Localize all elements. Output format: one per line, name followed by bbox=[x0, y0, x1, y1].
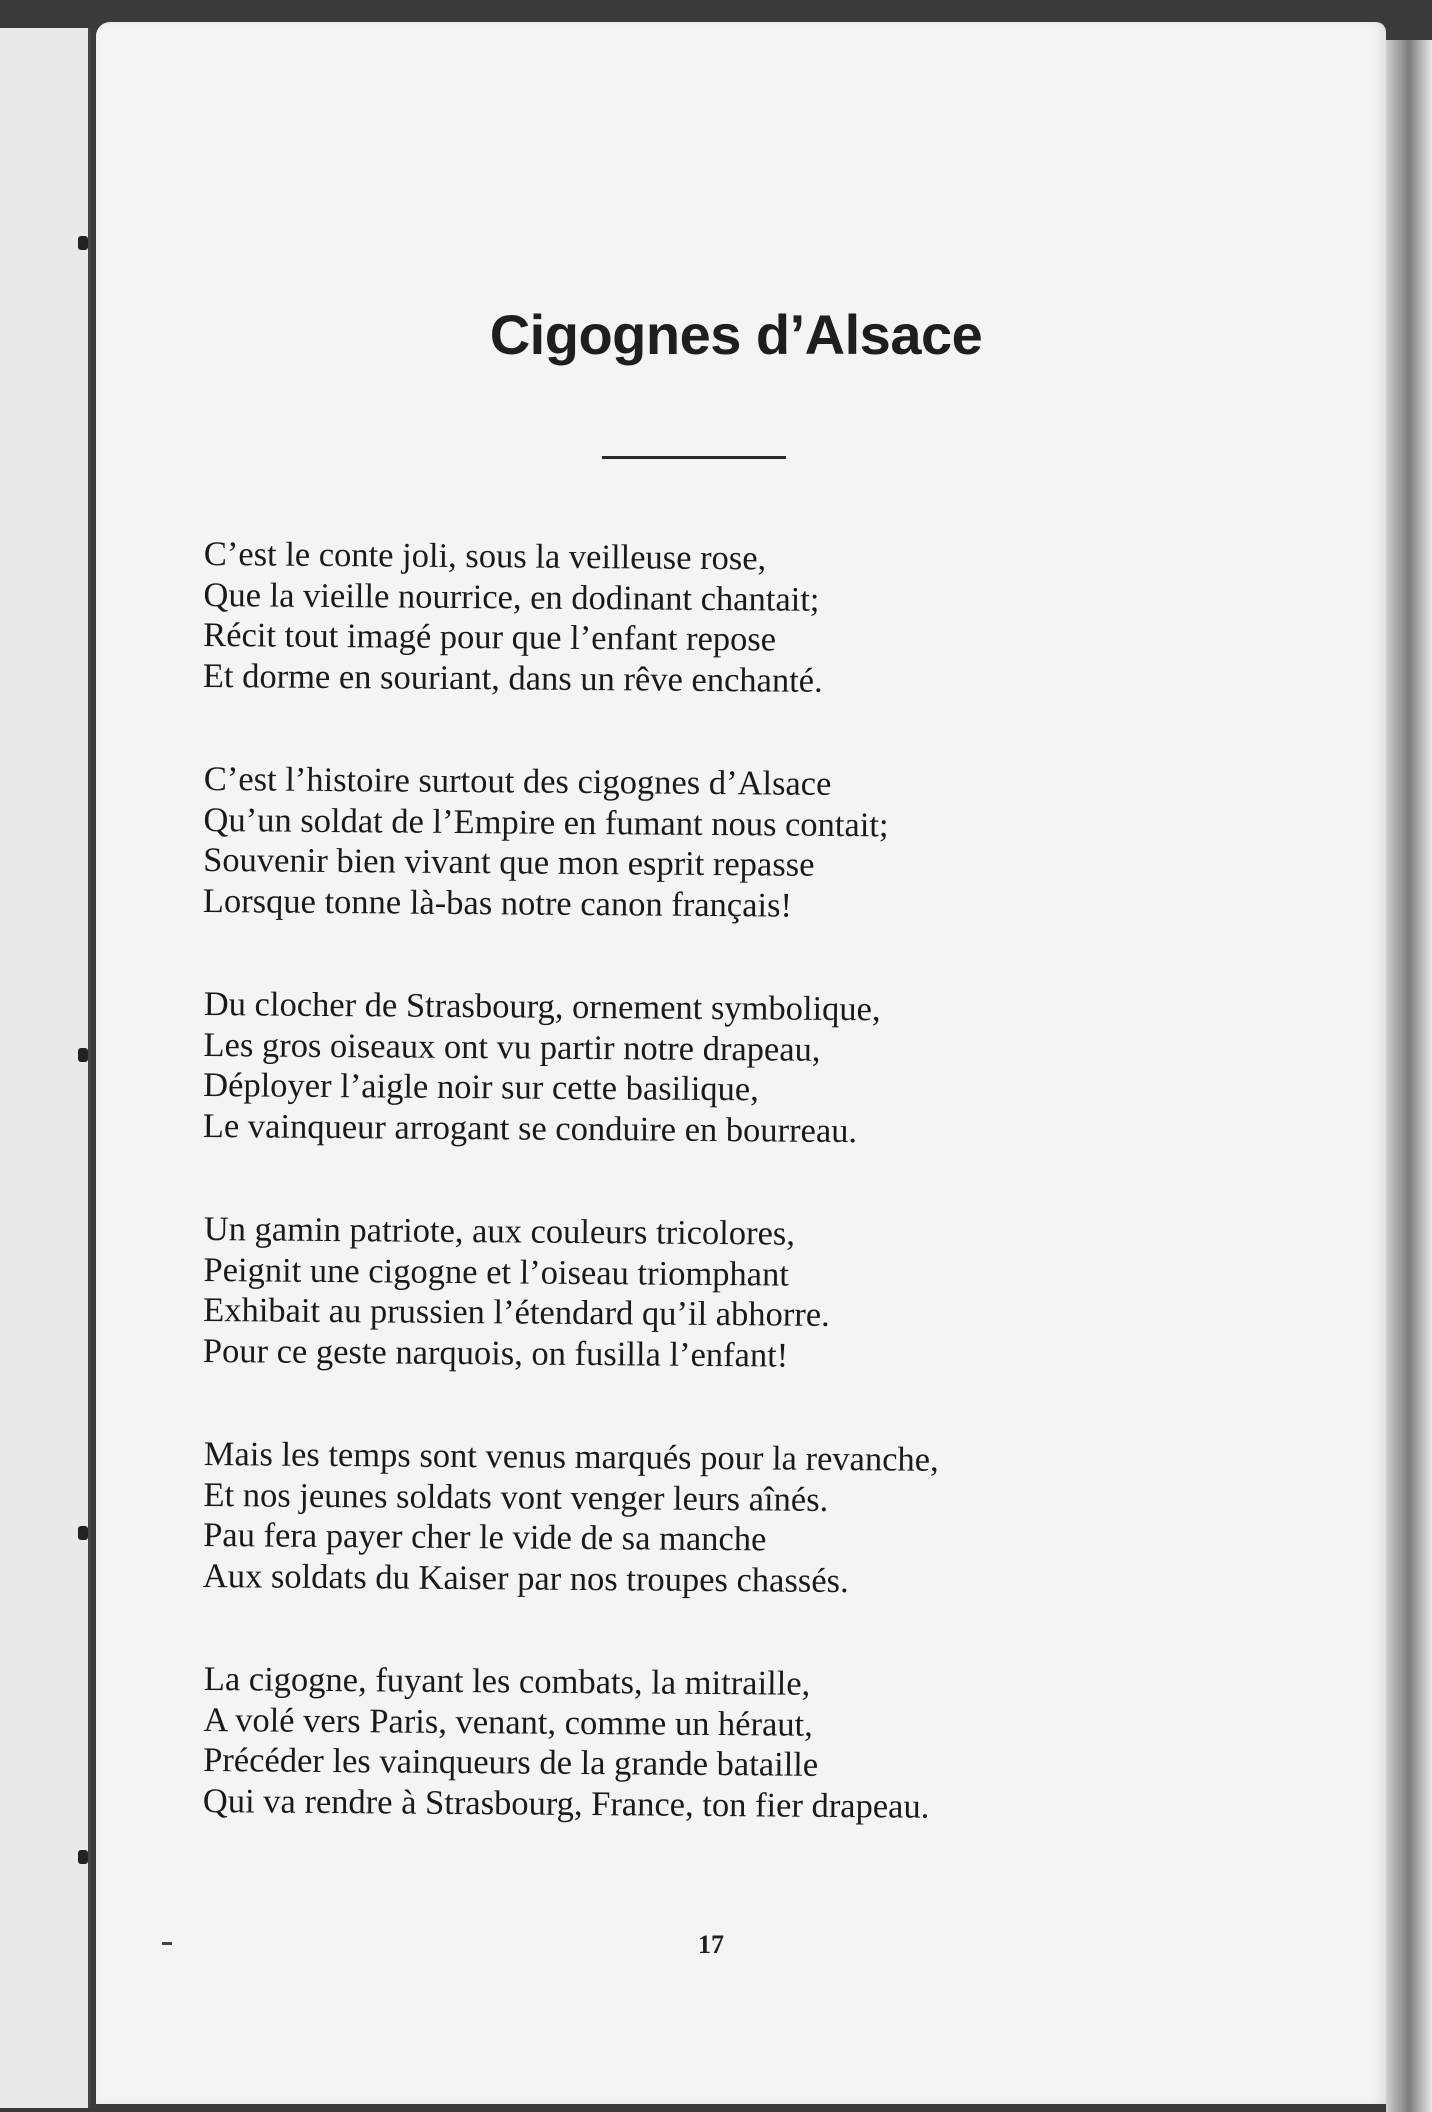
verse-line: Déployer l’aigle noir sur cette basilique, bbox=[203, 1065, 759, 1109]
verse-line: Mais les temps sont venus marqués pour la revanche, bbox=[203, 1435, 939, 1479]
verse-line: Que la vieille nourrice, en dodinant chantait; bbox=[203, 575, 820, 619]
page-number: 17 bbox=[698, 1930, 724, 1959]
binding-mark bbox=[78, 1526, 88, 1540]
verse-line: Et nos jeunes soldats vont venger leurs aînés. bbox=[203, 1475, 829, 1519]
stanza bbox=[203, 1434, 1304, 1605]
verse-line: Aux soldats du Kaiser par nos troupes chassés. bbox=[202, 1556, 849, 1600]
verse-line: Qu’un soldat de l’Empire en fumant nous contait; bbox=[203, 800, 889, 844]
poem-title: Cigognes d’Alsace bbox=[489, 303, 983, 366]
stanza bbox=[203, 984, 1304, 1155]
verse-line: Du clocher de Strasbourg, ornement symbolique, bbox=[203, 985, 881, 1029]
verse-line: C’est l’histoire surtout des cigognes d’Alsace bbox=[203, 760, 832, 803]
verse-line: La cigogne, fuyant les combats, la mitraille, bbox=[203, 1660, 811, 1703]
scan-speck bbox=[162, 1942, 172, 1945]
stanza bbox=[203, 1209, 1304, 1380]
verse-line: Les gros oiseaux ont vu partir notre drapeau, bbox=[203, 1025, 821, 1069]
binding-mark bbox=[78, 1850, 88, 1864]
verse-line: Exhibait au prussien l’étendard qu’il abhorre. bbox=[203, 1290, 830, 1334]
binding-mark bbox=[78, 1048, 88, 1062]
verse-line: Souvenir bien vivant que mon esprit repasse bbox=[203, 840, 815, 884]
verse-line: A volé vers Paris, venant, comme un héraut, bbox=[203, 1700, 813, 1744]
poem-body bbox=[204, 534, 1304, 1884]
book-page bbox=[96, 22, 1386, 2104]
title-divider bbox=[602, 456, 786, 459]
verse-line: Pour ce geste narquois, on fusilla l’enfant! bbox=[202, 1331, 789, 1375]
verse-line: Précéder les vainqueurs de la grande bataille bbox=[203, 1740, 819, 1784]
page-stack-edge bbox=[1386, 40, 1432, 2112]
stanza bbox=[203, 534, 1304, 705]
verse-line: Le vainqueur arrogant se conduire en bourreau. bbox=[202, 1106, 858, 1150]
verse-line: Et dorme en souriant, dans un rêve enchanté. bbox=[202, 656, 823, 700]
verse-line: Un gamin patriote, aux couleurs tricolores, bbox=[203, 1210, 796, 1253]
facing-page-edge bbox=[0, 28, 91, 2108]
verse-line: C’est le conte joli, sous la veilleuse rose, bbox=[203, 534, 767, 578]
binding-mark bbox=[78, 236, 88, 250]
verse-line: Pau fera payer cher le vide de sa manche bbox=[203, 1515, 767, 1559]
verse-line: Lorsque tonne là-bas notre canon français! bbox=[202, 881, 793, 925]
verse-line: Peignit une cigogne et l’oiseau triomphant bbox=[203, 1250, 790, 1294]
verse-line: Qui va rendre à Strasbourg, France, ton fier drapeau. bbox=[202, 1781, 930, 1826]
verse-line: Récit tout imagé pour que l’enfant repose bbox=[203, 615, 777, 659]
stanza bbox=[203, 759, 1304, 930]
stanza bbox=[203, 1659, 1304, 1830]
